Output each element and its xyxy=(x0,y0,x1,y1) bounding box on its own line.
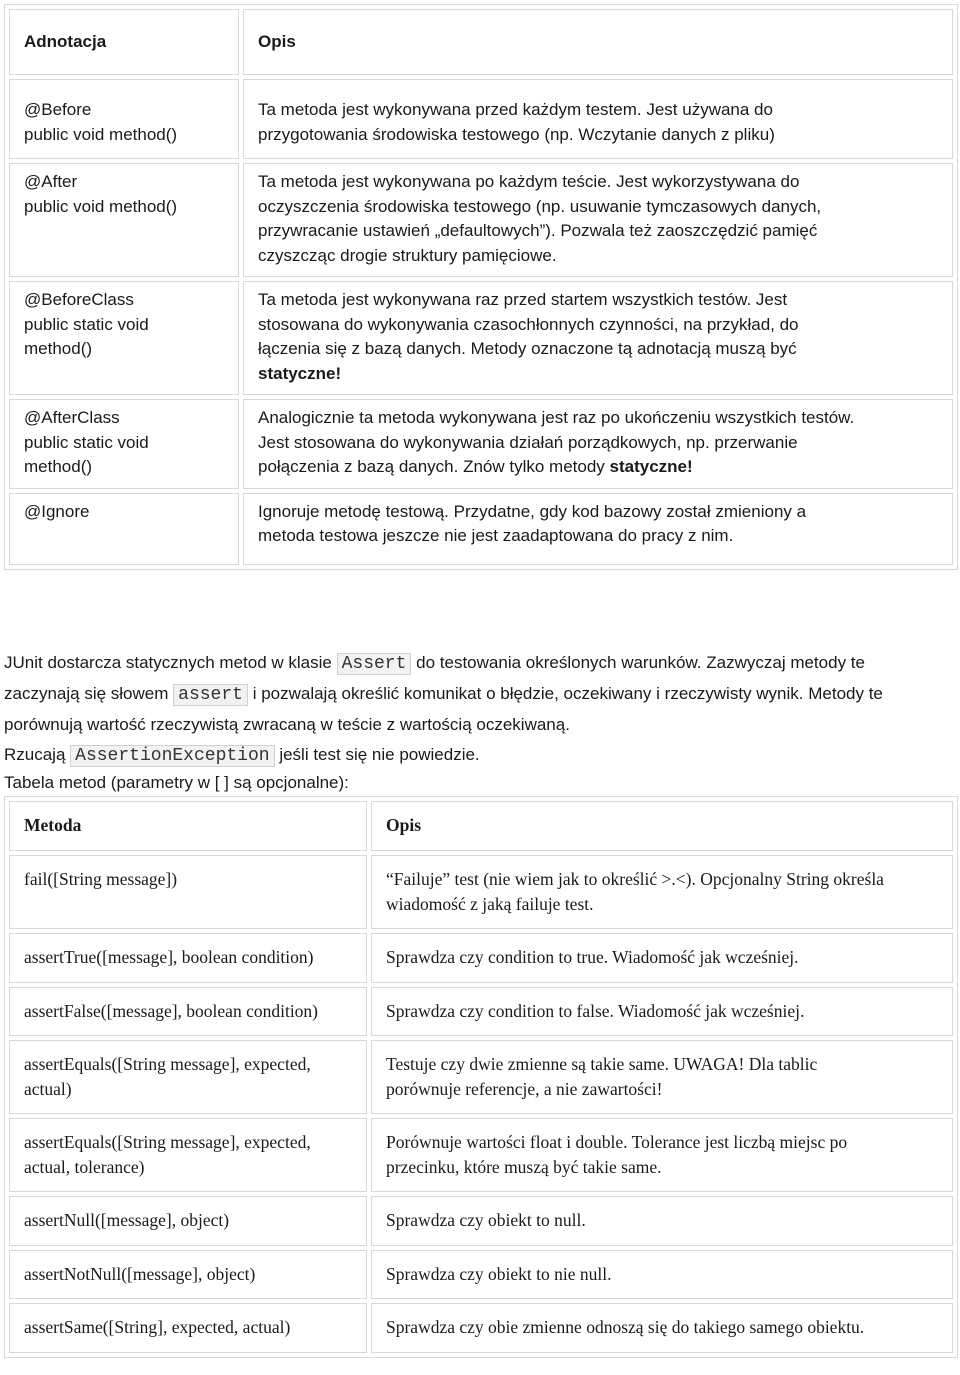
annotation-cell xyxy=(9,281,239,395)
annotation-line: @AfterClass xyxy=(24,408,120,427)
table-row xyxy=(9,1250,953,1300)
description-bold: statyczne! xyxy=(609,457,693,476)
table-row xyxy=(9,399,953,489)
description-line: Ta metoda jest wykonywana przed każdym testem. Jest używana do xyxy=(258,100,773,119)
method-line: assertEquals([String message], expected, xyxy=(24,1054,311,1074)
table-caption: Tabela metod (parametry w [ ] są opcjonalne): xyxy=(4,773,349,792)
annotation-line: method() xyxy=(24,339,93,358)
method-cell xyxy=(9,855,367,929)
annotation-line: @BeforeClass xyxy=(24,290,134,309)
description-line: Sprawdza czy obiekt to null. xyxy=(386,1210,586,1230)
description-cell xyxy=(243,493,953,565)
table-row xyxy=(9,163,953,277)
description-line: porównuje referencje, a nie zawartości! xyxy=(386,1078,663,1099)
annotation-cell xyxy=(9,163,239,277)
paragraph-line xyxy=(4,648,956,679)
paragraph-text: Rzucają xyxy=(4,745,66,764)
description-line: wiadomość z jaką failuje test. xyxy=(386,893,594,914)
annotations-table xyxy=(4,4,958,570)
description-cell xyxy=(371,1250,953,1300)
method-cell xyxy=(9,1250,367,1300)
header-annotation: Adnotacja xyxy=(9,9,239,75)
annotation-line: public static void xyxy=(24,314,149,334)
annotation-cell xyxy=(9,493,239,565)
method-line: assertNull([message], object) xyxy=(24,1210,230,1230)
paragraph-text: zaczynają się słowem xyxy=(4,684,169,703)
description-cell xyxy=(243,281,953,395)
description-cell xyxy=(243,79,953,159)
description-cell xyxy=(371,1196,953,1246)
description-line: oczyszczenia środowiska testowego (np. usuwanie tymczasowych danych, xyxy=(258,196,822,216)
paragraph-text: i pozwalają określić komunikat o błędzie, oczekiwany i rzeczywisty wynik. Metody te xyxy=(252,684,883,703)
description-line: przygotowania środowiska testowego (np. Wczytanie danych z pliku) xyxy=(258,124,775,144)
header-description: Opis xyxy=(243,9,953,75)
description-line: stosowana do wykonywania czasochłonnych czynności, na przykład, do xyxy=(258,314,799,334)
annotation-line: public void method() xyxy=(24,124,178,144)
method-cell xyxy=(9,1118,367,1192)
intro-paragraph xyxy=(4,648,956,795)
method-cell xyxy=(9,1196,367,1246)
paragraph-text: jeśli test się nie powiedzie. xyxy=(279,745,480,764)
method-line: assertEquals([String message], expected, xyxy=(24,1132,311,1152)
annotation-line: method() xyxy=(24,457,93,476)
paragraph-text: do testowania określonych warunków. Zazwyczaj metody te xyxy=(416,653,865,672)
description-line: Jest stosowana do wykonywania działań porządkowych, np. przerwanie xyxy=(258,432,798,452)
description-line: Ta metoda jest wykonywana po każdym teście. Jest wykorzystywana do xyxy=(258,172,800,191)
code-assert-class: Assert xyxy=(337,653,412,675)
annotations-table-header xyxy=(9,9,953,75)
description-cell xyxy=(371,1118,953,1192)
table-row xyxy=(9,281,953,395)
table-row xyxy=(9,933,953,983)
annotation-cell xyxy=(9,399,239,489)
description-cell xyxy=(371,855,953,929)
code-assert: assert xyxy=(173,684,248,706)
method-cell xyxy=(9,987,367,1037)
method-line: assertNotNull([message], object) xyxy=(24,1263,256,1284)
method-cell xyxy=(9,1303,367,1353)
methods-table xyxy=(4,796,958,1358)
description-line: Porównuje wartości float i double. Tolerance jest liczbą miejsc po xyxy=(386,1132,848,1152)
header-description: Opis xyxy=(371,801,953,851)
description-line: czyszcząc drogie struktury pamięciowe. xyxy=(258,245,557,265)
methods-table-header xyxy=(9,801,953,851)
annotation-line: public static void xyxy=(24,432,149,452)
description-cell xyxy=(371,987,953,1037)
annotation-line: @After xyxy=(24,172,78,191)
paragraph-line: porównują wartość rzeczywistą zwracaną w teście z wartością oczekiwaną. xyxy=(4,715,570,734)
description-cell xyxy=(243,399,953,489)
description-line: Sprawdza czy obiekt to nie null. xyxy=(386,1263,612,1284)
table-row xyxy=(9,987,953,1037)
description-text: połączenia z bazą danych. Znów tylko metody xyxy=(258,457,610,476)
description-line: Ta metoda jest wykonywana raz przed startem wszystkich testów. Jest xyxy=(258,290,788,309)
method-cell xyxy=(9,1040,367,1114)
description-line: Sprawdza czy condition to true. Wiadomość jak wcześniej. xyxy=(386,947,799,967)
annotation-line: public void method() xyxy=(24,196,178,216)
method-line: assertSame([String], expected, actual) xyxy=(24,1317,291,1337)
table-row xyxy=(9,855,953,929)
table-row xyxy=(9,79,953,159)
method-line: actual, tolerance) xyxy=(24,1156,145,1177)
method-line: assertFalse([message], boolean condition) xyxy=(24,1000,319,1021)
description-line: Sprawdza czy condition to false. Wiadomość jak wcześniej. xyxy=(386,1000,805,1021)
paragraph-line xyxy=(4,679,956,710)
description-line: przecinku, które muszą być takie same. xyxy=(386,1156,662,1177)
description-line: przywracanie ustawień „defaultowych”). Pozwala też zaoszczędzić pamięć xyxy=(258,221,818,240)
table-row xyxy=(9,1040,953,1114)
paragraph-line xyxy=(4,740,956,771)
annotation-cell xyxy=(9,79,239,159)
description-bold: statyczne! xyxy=(258,363,342,383)
table-row xyxy=(9,493,953,565)
description-line: Testuje czy dwie zmienne są takie same. UWAGA! Dla tablic xyxy=(386,1054,818,1074)
description-line: Analogicznie ta metoda wykonywana jest raz po ukończeniu wszystkich testów. xyxy=(258,408,855,427)
code-assertion-exception: AssertionException xyxy=(70,745,274,767)
method-line: actual) xyxy=(24,1078,72,1099)
paragraph-text: JUnit dostarcza statycznych metod w klasie xyxy=(4,653,332,672)
description-line: metoda testowa jeszcze nie jest zaadaptowana do pracy z nim. xyxy=(258,526,734,545)
table-row xyxy=(9,1303,953,1353)
description-cell xyxy=(371,1303,953,1353)
header-method: Metoda xyxy=(9,801,367,851)
annotation-line: @Ignore xyxy=(24,501,90,521)
method-line: fail([String message]) xyxy=(24,869,178,889)
method-cell xyxy=(9,933,367,983)
description-line: Ignoruje metodę testową. Przydatne, gdy kod bazowy został zmieniony a xyxy=(258,501,807,521)
annotation-line: @Before xyxy=(24,100,92,119)
table-row xyxy=(9,1118,953,1192)
description-line: Sprawdza czy obie zmienne odnoszą się do takiego samego obiektu. xyxy=(386,1317,865,1337)
table-row xyxy=(9,1196,953,1246)
description-line-with-bold xyxy=(258,455,938,480)
description-cell xyxy=(243,163,953,277)
method-line: assertTrue([message], boolean condition) xyxy=(24,947,314,967)
description-cell xyxy=(371,933,953,983)
description-line: “Failuje” test (nie wiem jak to określić >.<). Opcjonalny String określa xyxy=(386,869,884,889)
description-cell xyxy=(371,1040,953,1114)
description-line: łączenia się z bazą danych. Metody oznaczone tą adnotacją muszą być xyxy=(258,339,797,358)
